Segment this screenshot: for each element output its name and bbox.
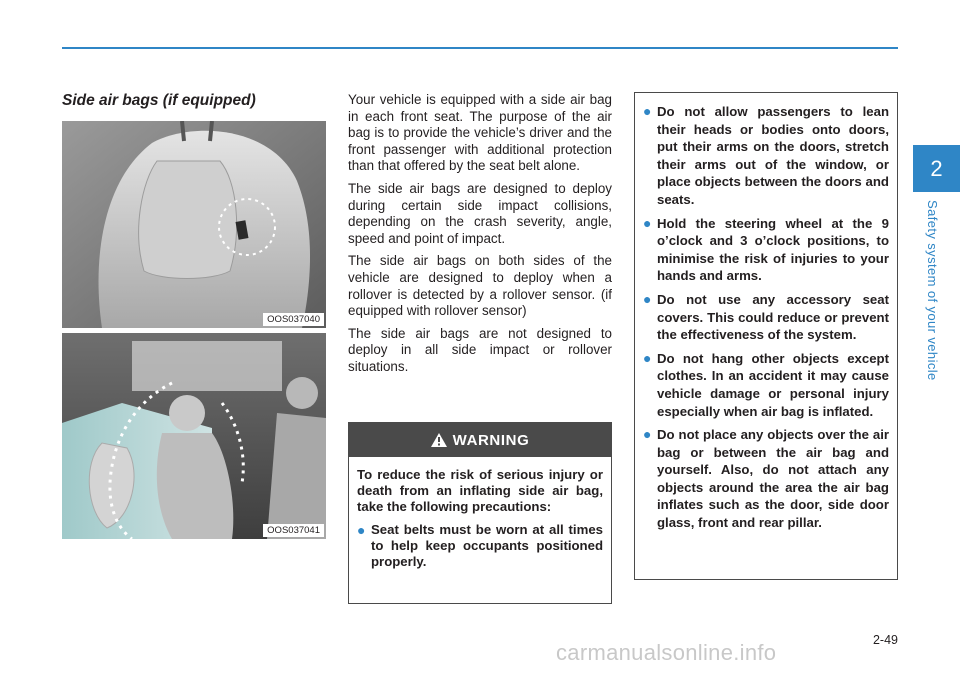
warning-triangle-icon <box>431 433 447 447</box>
warning-title: WARNING <box>452 431 530 449</box>
deployed-airbag-figure <box>62 333 326 539</box>
precaution-text: Do not hang other objects except clothes. In an accident it may cause vehicle damage or personal injury especially when air bag is inflated. <box>657 350 889 419</box>
chapter-number-tab[interactable] <box>913 145 960 192</box>
seat-illustration <box>62 121 326 328</box>
bullet-dot-icon: ● <box>643 349 652 366</box>
warning-intro: To reduce the risk of serious injury or death from an inflating side air bag, take the following precautions: <box>357 467 603 515</box>
cabin-illustration <box>62 333 326 539</box>
figure-code: OOS037041 <box>263 524 324 537</box>
page-number: 2-49 <box>872 633 898 647</box>
precaution-item <box>643 103 889 209</box>
top-rule <box>62 47 898 49</box>
precaution-text: Do not use any accessory seat covers. This could reduce or prevent the effectiveness of the system. <box>657 291 889 343</box>
warning-bullet <box>357 522 603 571</box>
body-paragraph: The side air bags are not designed to deploy in all side impact or rollover situations. <box>348 325 612 374</box>
body-paragraph: Your vehicle is equipped with a side air bag in each front seat. The purpose of the air bag is to provide the vehicle’s driver and the front passenger with additional protection than that offered by the seat belt alone. <box>348 92 612 174</box>
figure-code: OOS037040 <box>263 313 324 326</box>
bullet-dot-icon: ● <box>643 426 652 443</box>
section-heading: Side air bags (if equipped) <box>62 92 256 109</box>
bullet-dot-icon: ● <box>643 214 652 231</box>
body-paragraph: The side air bags are designed to deploy during certain side impact collisions, depending on the crash severity, angle, speed and point of impact. <box>348 180 612 246</box>
warning-bullet-text: Seat belts must be worn at all times to help keep occupants positioned properly. <box>371 521 603 570</box>
chapter-title: Safety system of your vehicle <box>925 200 940 381</box>
seat-airbag-figure <box>62 121 326 328</box>
precaution-text: Do not place any objects over the air bag or between the air bag and yourself. Also, do not attach any objects around the area the air bag inflates such as the door, side door glass, front and rear pillar. <box>657 427 889 531</box>
precaution-item <box>643 291 889 344</box>
precaution-text: Hold the steering wheel at the 9 o’clock and 3 o’clock positions, to minimise the risk of injuries to your hands and arms. <box>657 215 889 284</box>
precaution-item <box>643 350 889 420</box>
warning-body <box>349 457 611 570</box>
warning-box <box>348 422 612 604</box>
bullet-dot-icon: ● <box>643 103 652 119</box>
precaution-item <box>643 215 889 285</box>
bullet-dot-icon: ● <box>357 521 366 538</box>
precaution-item <box>643 426 889 532</box>
precaution-text: Do not allow passengers to lean their heads or bodies onto doors, put their arms on the doors, stretch their arms out of the window, or place objects between the doors and seats. <box>657 104 889 207</box>
body-paragraph: The side air bags on both sides of the vehicle are designed to deploy when a rollover is detected by a rollover sensor. (if equipped with rollover sensor) <box>348 253 612 319</box>
precautions-box <box>634 92 898 580</box>
chapter-number: 2 <box>930 155 943 181</box>
body-text <box>348 92 612 382</box>
bullet-dot-icon: ● <box>643 290 652 307</box>
warning-header <box>349 423 611 457</box>
watermark: carmanualsonline.info <box>556 640 777 665</box>
